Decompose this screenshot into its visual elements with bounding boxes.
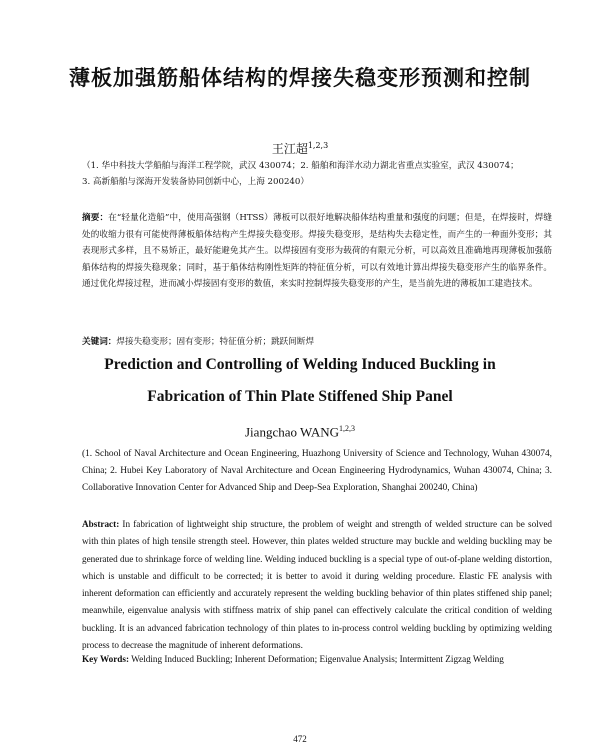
- chinese-keywords: [82, 335, 552, 347]
- chinese-author: [0, 140, 600, 157]
- page-number: 472: [293, 734, 307, 744]
- english-keywords: [82, 654, 552, 664]
- chinese-abstract: [82, 210, 552, 293]
- english-keywords-text: Welding Induced Buckling; Inherent Deformation; Eigenvalue Analysis; Intermittent Zigzag Welding: [129, 654, 504, 664]
- chinese-keywords-text: 焊接失稳变形；固有变形；特征值分析；跳跃间断焊: [116, 337, 315, 347]
- english-abstract-text: In fabrication of lightweight ship structure, the problem of weight and strength of welded structure can be solved with thin plates of high tensile strength steel. However, thin plates welded structure may buckle and welding buckling may be generated due to shrinkage force of welding line. Welding induced buckling is a special type of out-of-plane welding distortion, which is unstable and difficult to be corrected; it is better to avoid it during welding procedure. Elastic FE analysis with inherent deformation can efficiently and accurately represent the welding buckling behavior of thin plates stiffened ship panel; meanwhile, eigenvalue analysis with stiffness matrix of ship panel can effectively calculate the critical condition of welding buckling. It is an advanced fabrication technology of thin plates to in-process control welding buckling by optimizing welding process to decrease the magnitude of inherent deformations.: [82, 519, 552, 651]
- chinese-abstract-label: 摘要：: [82, 213, 109, 223]
- english-author-name: Jiangchao WANG: [245, 424, 339, 440]
- chinese-keywords-label: 关键词：: [82, 337, 117, 347]
- chinese-title: 薄板加强筋船体结构的焊接失稳变形预测和控制: [69, 65, 531, 90]
- english-author: [0, 424, 600, 440]
- english-abstract: [82, 516, 552, 654]
- english-title-line-2: Fabrication of Thin Plate Stiffened Ship Panel: [147, 388, 453, 405]
- chinese-affiliation: [82, 158, 552, 190]
- english-keywords-label: Key Words:: [82, 654, 130, 664]
- chinese-abstract-text: 在“轻量化造船”中，使用高强钢（HTSS）薄板可以很好地解决船体结构重量和强度的问题；但是，在焊接时，焊缝处的收缩力很有可能使得薄板船体结构产生焊接失稳变形。焊接失稳变形，是结构失去稳定性，而产生的一种面外变形；其表现形式多样，且不易矫正，最好能避免其产生。以焊接固有变形为载荷的有限元分析，可以高效且准确地再现薄板加强筋船体结构的焊接失稳现象；同时，基于船体结构刚性矩阵的特征值分析，可以有效地计算出焊接失稳变形产生的临界条件。通过优化焊接过程，进而减小焊接固有变形的数值，来实时控制焊接失稳变形的产生，是当前先进的薄板加工建造技术。: [82, 213, 552, 290]
- english-abstract-label: Abstract:: [82, 519, 120, 529]
- chinese-affiliation-line-1: （1. 华中科技大学船舶与海洋工程学院，武汉 430074；2. 船舶和海洋水动力湖北省重点实验室，武汉 430074；: [82, 161, 519, 171]
- english-author-superscript: 1,2,3: [339, 424, 355, 433]
- chinese-author-name: 王江超: [271, 142, 308, 156]
- chinese-affiliation-line-2: 3. 高新船舶与深海开发装备协同创新中心，上海 200240）: [82, 177, 309, 187]
- english-affiliation: (1. School of Naval Architecture and Ocean Engineering, Huazhong University of Science and Technology, Wuhan 430074, China; 2. Hubei Key Laboratory of Naval Architecture and Ocean Engineering Hydrodynamics, Wuhan 430074, China; 3. Collaborative Innovation Center for Advanced Ship and Deep-Sea Exploration, Shanghai 200240, China): [82, 449, 552, 494]
- english-title-line-1: Prediction and Controlling of Welding Induced Buckling in: [104, 356, 496, 373]
- chinese-author-superscript: 1,2,3: [307, 141, 329, 150]
